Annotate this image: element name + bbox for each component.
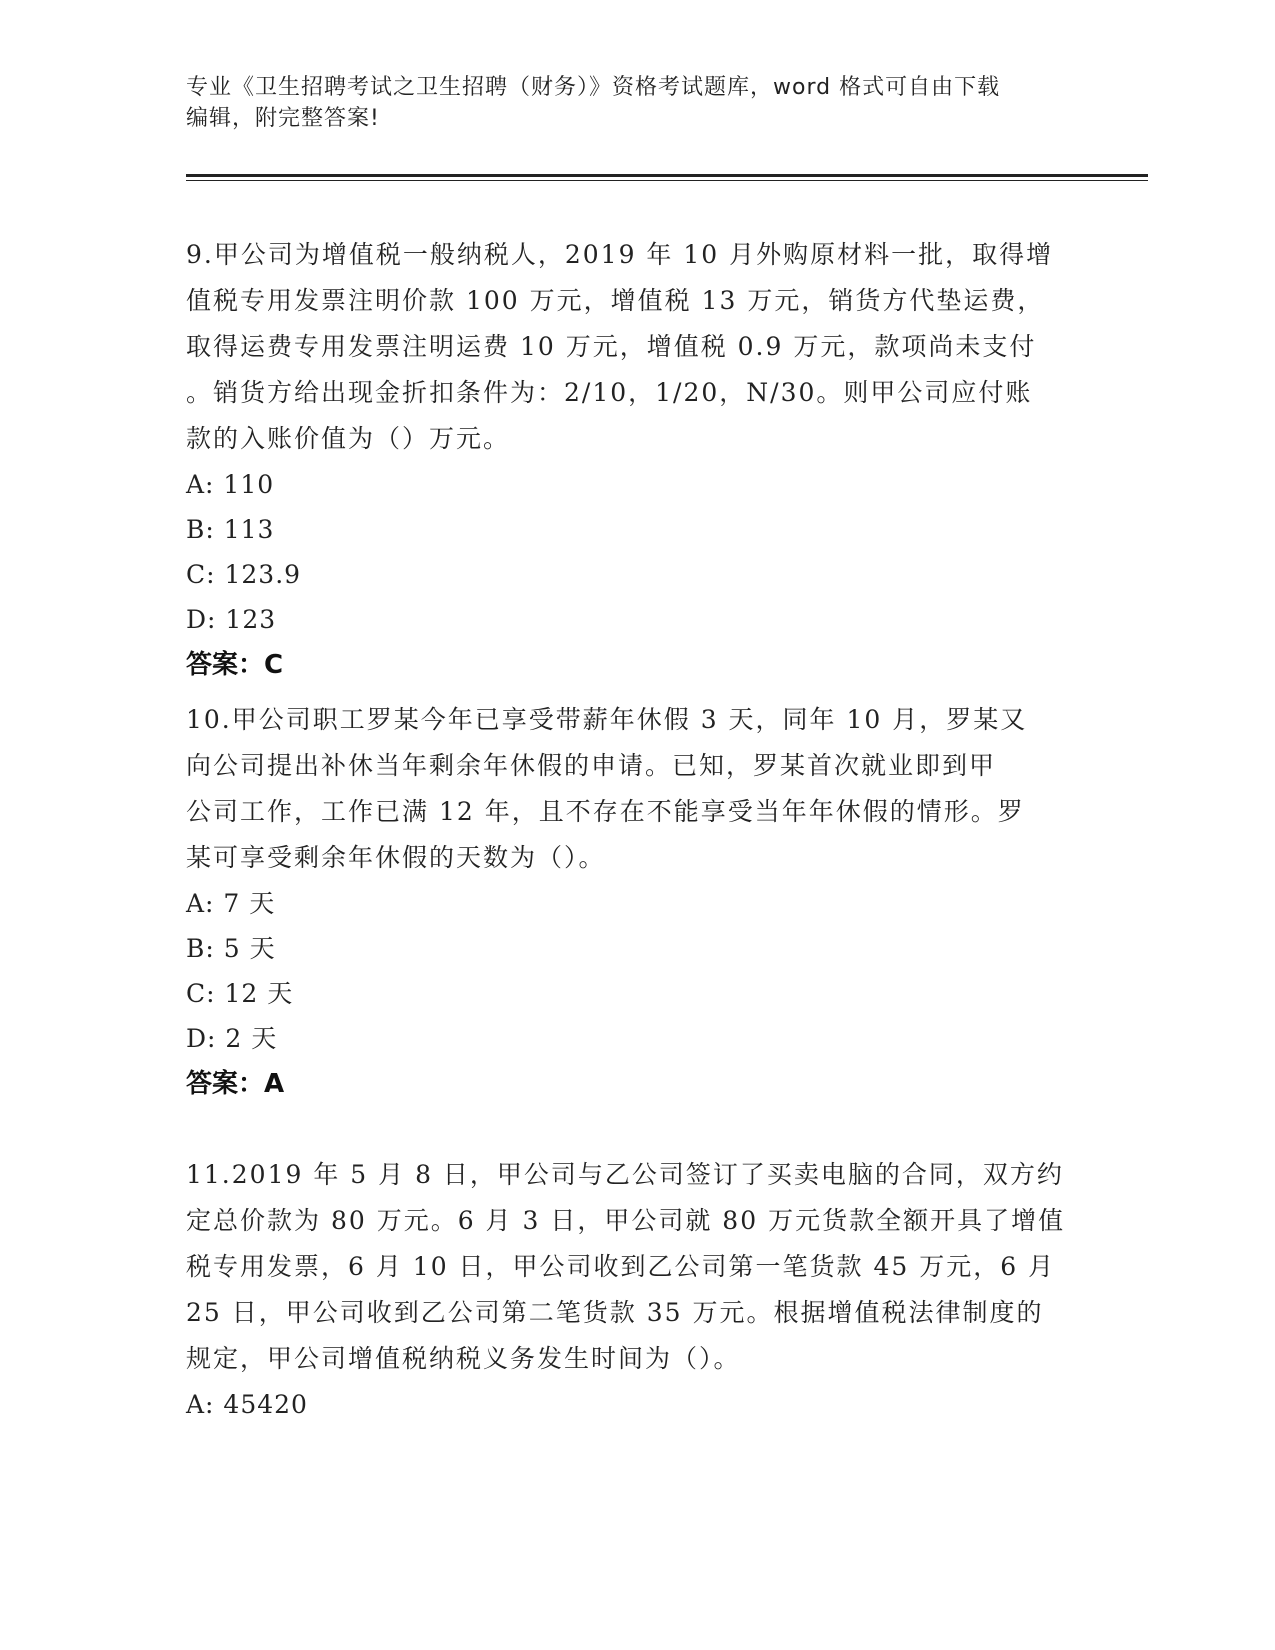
question-line: 11.2019 年 5 月 8 日，甲公司与乙公司签订了买卖电脑的合同，双方约 [186,1160,1064,1189]
question-10 [186,697,1076,1107]
option-b: B: 5 天 [186,934,276,963]
option-c: C: 123.9 [186,560,302,589]
header-line: 专业《卫生招聘考试之卫生招聘（财务）》资格考试题库，word 格式可自由下载 [186,75,1001,100]
question-9 [186,232,1076,688]
header-divider-thin [186,180,1148,181]
question-text [186,232,1076,462]
option-d: D: 2 天 [186,1024,278,1053]
option-a: A: 7 天 [186,889,276,918]
question-line: 定总价款为 80 万元。6 月 3 日，甲公司就 80 万元货款全额开具了增值 [186,1206,1066,1235]
question-line: 25 日，甲公司收到乙公司第二笔货款 35 万元。根据增值税法律制度的 [186,1298,1044,1327]
question-text [186,697,1076,881]
option-d: D: 123 [186,605,277,634]
question-line: 公司工作，工作已满 12 年，且不存在不能享受当年年休假的情形。罗 [186,797,1025,826]
question-line: 某可享受剩余年休假的天数为（）。 [186,843,606,872]
question-line: 款的入账价值为（）万元。 [186,424,511,453]
question-line: 规定，甲公司增值税纳税义务发生时间为（）。 [186,1344,741,1373]
header-line: 编辑，附完整答案! [186,106,380,131]
option-a: A: 45420 [186,1390,308,1419]
header-divider-thick [186,174,1148,177]
question-line: 10.甲公司职工罗某今年已享受带薪年休假 3 天，同年 10 月，罗某又 [186,705,1028,734]
question-11 [186,1152,1076,1427]
question-line: 。销货方给出现金折扣条件为：2/10，1/20，N/30。则甲公司应付账 [186,378,1033,407]
option-b: B: 113 [186,515,275,544]
question-line: 9.甲公司为增值税一般纳税人，2019 年 10 月外购原材料一批，取得增 [186,240,1054,269]
option-a: A: 110 [186,470,275,499]
question-line: 税专用发票，6 月 10 日，甲公司收到乙公司第一笔货款 45 万元，6 月 [186,1252,1056,1281]
document-header [186,72,1086,134]
answer-label: 答案：A [186,1069,285,1099]
question-line: 值税专用发票注明价款 100 万元，增值税 13 万元，销货方代垫运费， [186,286,1045,315]
question-text [186,1152,1076,1382]
option-c: C: 12 天 [186,979,294,1008]
question-line: 向公司提出补休当年剩余年休假的申请。已知，罗某首次就业即到甲 [186,751,997,780]
question-line: 取得运费专用发票注明运费 10 万元，增值税 0.9 万元，款项尚未支付 [186,332,1037,361]
answer-label: 答案：C [186,650,284,680]
